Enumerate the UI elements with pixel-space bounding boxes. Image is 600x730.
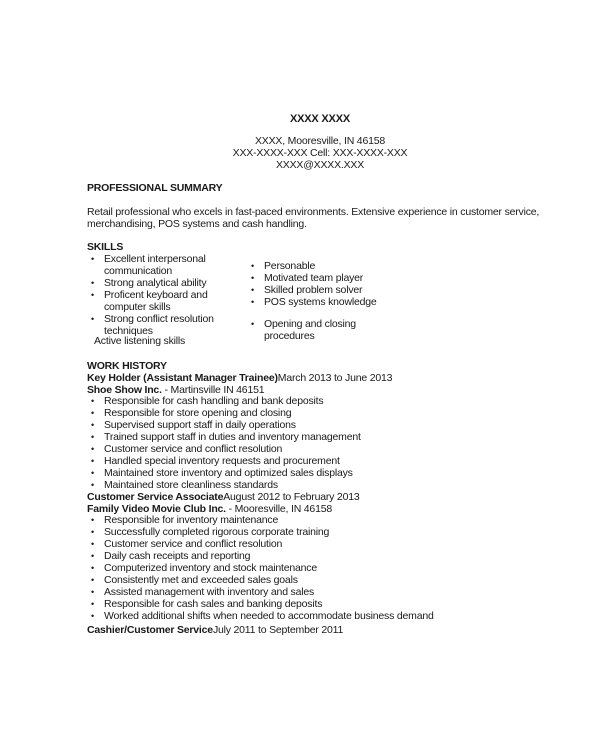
company-location: - Mooresville, IN 46158 (225, 503, 332, 515)
duty-item: • Responsible for cash sales and banking deposits (87, 598, 434, 610)
duty-item: • Trained support staff in duties and inventory management (87, 431, 361, 443)
candidate-name: XXXX XXXX (290, 113, 350, 125)
job-2-header (87, 491, 359, 503)
address: XXXX, Mooresville, IN 46158 (255, 135, 385, 147)
company-location: - Martinsville IN 46151 (161, 384, 265, 396)
job-1-bullets (87, 395, 361, 491)
skill-item: • Strong analytical ability (87, 277, 222, 289)
duty-item: • Computerized inventory and stock maintenance (87, 562, 434, 574)
skill-item: • Proficent keyboard and computer skills (87, 289, 222, 313)
skills-right-list-2 (247, 318, 367, 342)
summary-text-2: merchandising, POS systems and cash handling. (87, 218, 307, 230)
company-name: Shoe Show Inc. (87, 384, 162, 396)
job-dates: July 2011 to September 2011 (212, 624, 344, 636)
duty-item: • Responsible for inventory maintenance (87, 514, 434, 526)
duty-item: • Supervised support staff in daily operations (87, 419, 361, 431)
duty-item: • Maintained store inventory and optimized sales displays (87, 467, 361, 479)
duty-item: • Responsible for store opening and closing (87, 407, 361, 419)
summary-heading: PROFESSIONAL SUMMARY (87, 182, 223, 194)
job-title: Key Holder (Assistant Manager Trainee) (87, 372, 278, 384)
work-heading: WORK HISTORY (87, 360, 167, 372)
duty-item: • Maintained store cleanliness standards (87, 479, 361, 491)
skills-left-list (87, 253, 222, 337)
job-2-bullets (87, 514, 434, 622)
duty-item: • Daily cash receipts and reporting (87, 550, 434, 562)
skills-heading: SKILLS (87, 241, 124, 253)
job-dates: August 2012 to February 2013 (223, 491, 360, 503)
job-3-header (87, 624, 343, 636)
skill-item: • Personable (247, 260, 377, 272)
job-1-header (87, 372, 392, 384)
duty-item: • Responsible for cash handling and bank deposits (87, 395, 361, 407)
job-title: Customer Service Associate (87, 491, 224, 503)
duty-item: • Customer service and conflict resolution (87, 538, 434, 550)
skill-item: • Strong conflict resolution techniques (87, 313, 222, 337)
email: XXXX@XXXX.XXX (275, 159, 364, 171)
skill-item: • Skilled problem solver (247, 284, 377, 296)
skills-right-list (247, 260, 377, 308)
skill-item: • POS systems knowledge (247, 296, 377, 308)
skill-item: • Motivated team player (247, 272, 377, 284)
duty-item: • Customer service and conflict resolution (87, 443, 361, 455)
duty-item: • Assisted management with inventory and sales (87, 586, 434, 598)
duty-item: • Handled special inventory requests and procurement (87, 455, 361, 467)
duty-item: • Consistently met and exceeded sales goals (87, 574, 434, 586)
job-title: Cashier/Customer Service (87, 624, 213, 636)
company-name: Family Video Movie Club Inc. (87, 503, 226, 515)
skill-item: • Excellent interpersonal communication (87, 253, 222, 277)
duty-item: • Successfully completed rigorous corporate training (87, 526, 434, 538)
skill-item: Active listening skills (94, 335, 186, 347)
skill-item: • Opening and closing procedures (247, 318, 367, 342)
phones: XXX-XXXX-XXX Cell: XXX-XXXX-XXX (232, 147, 408, 159)
duty-item: • Worked additional shifts when needed to accommodate business demand (87, 610, 434, 622)
summary-text-1: Retail professional who excels in fast-paced environments. Extensive experience in customer service, (87, 206, 540, 218)
job-dates: March 2013 to June 2013 (277, 372, 393, 384)
